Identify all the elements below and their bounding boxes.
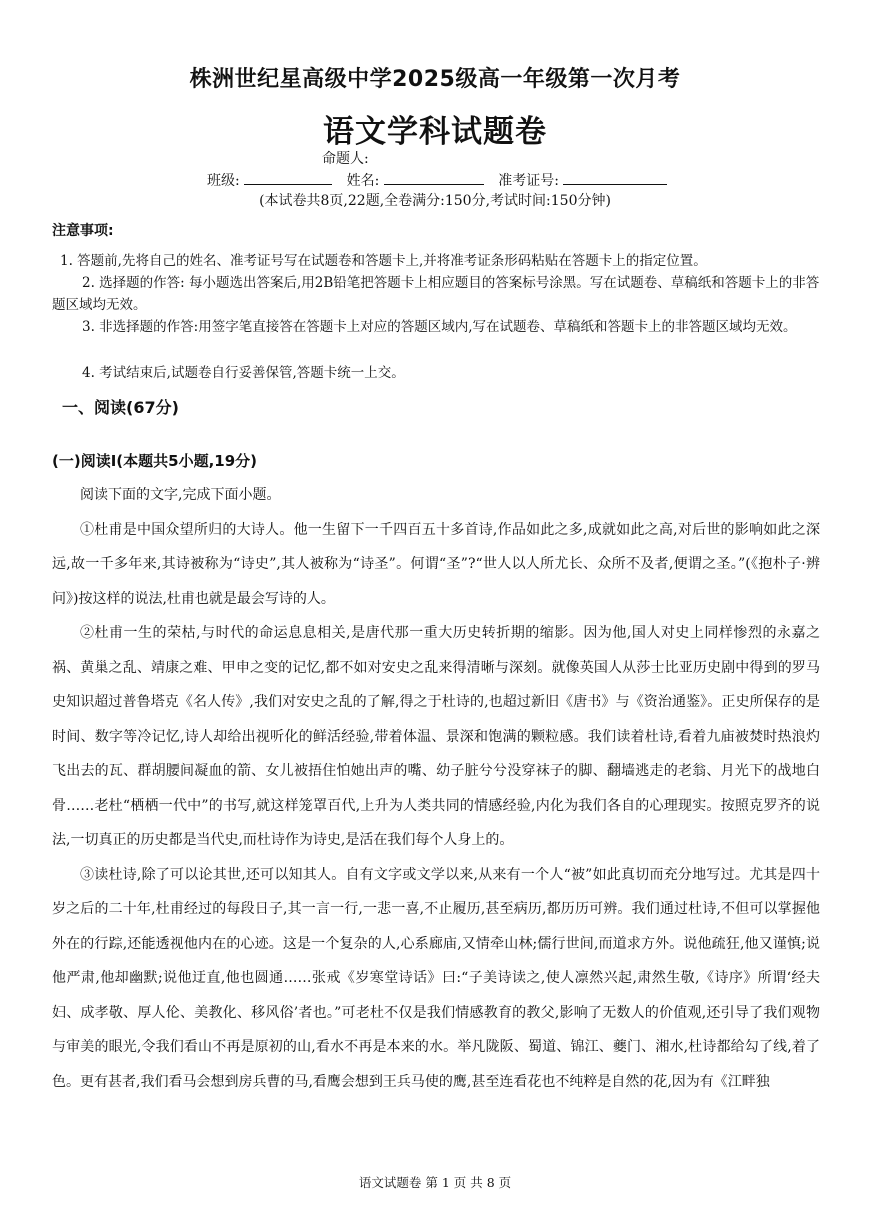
class-blank[interactable] xyxy=(244,170,332,185)
student-info-fields xyxy=(207,170,677,190)
exam-number-label: 准考证号: xyxy=(498,173,559,189)
notice-item-4: 4. 考试结束后,试题卷自行妥善保管,答题卡统一上交。 xyxy=(82,365,405,381)
name-blank[interactable] xyxy=(384,170,484,185)
reading-passage xyxy=(52,478,820,1099)
name-label: 姓名: xyxy=(346,173,380,189)
passage-paragraph-1: ①杜甫是中国众望所归的大诗人。他一生留下一千四百五十多首诗,作品如此之多,成就如此之高,对后世的影响如此之深远,故一千多年来,其诗被称为“诗史”,其人被称为“诗圣”。何谓“圣”?“世人以人所尤长、众所不及者,便谓之圣。”(《抱朴子·辨问》)按这样的说法,杜甫也就是最会写诗的人。 xyxy=(52,521,820,607)
exam-number-blank[interactable] xyxy=(563,170,667,185)
notice-item-2: 2. 选择题的作答: 每小题选出答案后,用2B铅笔把答题卡上相应题目的答案标号涂黑。写在试题卷、草稿纸和答题卡上的非答题区域均无效。 xyxy=(52,275,820,313)
notice-item-1: 1. 答题前,先将自己的姓名、准考证号写在试题卷和答题卡上,并将准考证条形码粘贴在答题卡上的指定位置。 xyxy=(60,253,707,269)
reading-one-heading: (一)阅读I(本题共5小题,19分) xyxy=(52,452,258,470)
section-reading-heading: 一、阅读(67分) xyxy=(62,398,179,417)
subject-title: 语文学科试题卷 xyxy=(323,114,547,150)
exam-info: (本试卷共8页,22题,全卷满分:150分,考试时间:150分钟) xyxy=(259,193,611,209)
passage-paragraph-2: ②杜甫一生的荣枯,与时代的命运息息相关,是唐代那一重大历史转折期的缩影。因为他,国人对史上同样惨烈的永嘉之祸、黄巢之乱、靖康之难、甲申之变的记忆,都不如对安史之乱来得清晰与深刻。就像英国人从莎士比亚历史剧中得到的罗马史知识超过普鲁塔克《名人传》,我们对安史之乱的了解,得之于杜诗的,也超过新旧《唐书》与《资治通鉴》。正史所保存的是时间、数字等冷记忆,诗人却给出视听化的鲜活经验,带着体温、景深和饱满的颗粒感。我们读着杜诗,看着九庙被焚时热浪灼飞出去的瓦、群胡腰间凝血的箭、女儿被捂住怕她出声的嘴、幼子脏兮兮没穿袜子的脚、翻墙逃走的老翁、月光下的战地白骨……老杜“栖栖一代中”的书写,就这样笼罩百代,上升为人类共同的情感经验,内化为我们各自的心理现实。按照克罗齐的说法,一切真正的历史都是当代史,而杜诗作为诗史,是活在我们每个人身上的。 xyxy=(52,625,820,848)
reading-instruction: 阅读下面的文字,完成下面小题。 xyxy=(80,487,281,503)
notice-heading: 注意事项: xyxy=(52,223,114,239)
page-footer: 语文试题卷 第 1 页 共 8 页 xyxy=(358,1175,512,1190)
notice-item-3: 3. 非选择题的作答:用签字笔直接答在答题卡上对应的答题区域内,写在试题卷、草稿纸和答题卡上的非答题区域均无效。 xyxy=(82,319,797,335)
passage-paragraph-3: ③读杜诗,除了可以论其世,还可以知其人。自有文字或文学以来,从来有一个人“被”如此真切而充分地写过。尤其是四十岁之后的二十年,杜甫经过的每段日子,其一言一行,一悲一喜,不止履历,甚至病历,都历历可辨。我们通过杜诗,不但可以掌握他外在的行踪,还能透视他内在的心迹。这是一个复杂的人,心系廊庙,又情牵山林;儒行世间,而道求方外。说他疏狂,他又谨慎;说他严肃,他却幽默;说他迂直,他也圆通……张戒《岁寒堂诗话》曰:“子美诗读之,使人凛然兴起,肃然生敬,《诗序》所谓‘经夫妇、成孝敬、厚人伦、美教化、移风俗’者也。”可老杜不仅是我们情感教育的教父,影响了无数人的价值观,还引导了我们观物与审美的眼光,令我们看山不再是原初的山,看水不再是本来的水。举凡陇阪、蜀道、锦江、夔门、湘水,杜诗都给勾了线,着了色。更有甚者,我们看马会想到房兵曹的马,看鹰会想到王兵马使的鹰,甚至连看花也不纯粹是自然的花,因为有《江畔独 xyxy=(52,866,820,1090)
author-label: 命题人: xyxy=(322,151,369,167)
school-title: 株洲世纪星高级中学2025级高一年级第一次月考 xyxy=(189,67,681,92)
class-label: 班级: xyxy=(207,173,240,189)
